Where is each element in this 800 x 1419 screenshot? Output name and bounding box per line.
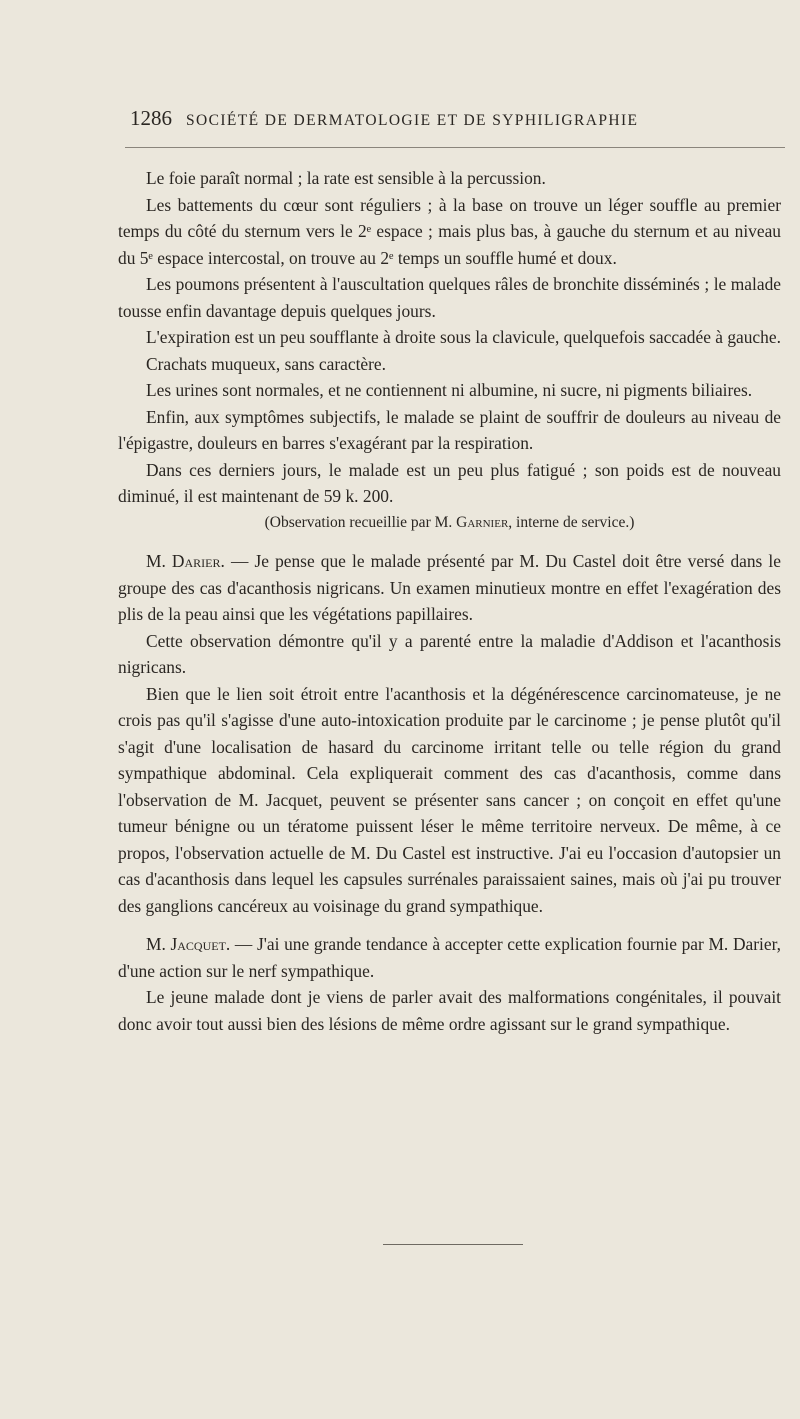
- observer-name: Garnier: [456, 513, 509, 531]
- paragraph: Les battements du cœur sont réguliers ; à la base on trouve un léger souffle au premier temps du côté du sternum vers le 2ᵉ espace ; mais plus bas, à gauche du sternum et au niveau du 5ᵉ espace intercostal, on trouve au 2ᵉ temps un souffle humé et doux.: [118, 194, 781, 268]
- paragraph: Les poumons présentent à l'auscultation quelques râles de bronchite disséminés ; le malade tousse enfin davantage depuis quelques jours.: [118, 274, 781, 321]
- paragraph: L'expiration est un peu soufflante à droite sous la clavicule, quelquefois saccadée à gauche.: [146, 327, 781, 347]
- darier-statement: M. Darier. — Je pense que le malade présenté par M. Du Castel doit être versé dans le groupe des cas d'acanthosis nigricans. Un examen minutieux montre en effet l'exagération des plis de la peau ainsi que les végétations papillaires.: [118, 551, 781, 624]
- paragraph: Le foie paraît normal ; la rate est sensible à la percussion.: [146, 168, 546, 188]
- running-title: SOCIÉTÉ DE DERMATOLOGIE ET DE SYPHILIGRAPHIE: [186, 112, 639, 129]
- paragraph: Bien que le lien soit étroit entre l'acanthosis et la dégénérescence carcinomateuse, je ne crois pas qu'il s'agisse d'une auto-intoxication produite par le carcinome ; je pense plutôt qu'il s'agit d'une localisation de hasard du carcinome irritant telle ou telle région du grand sympathique abdominal. Cela expliquerait comment des cas d'acanthosis, comme dans l'observation de M. Jacquet, peuvent se présenter sans cancer ; on conçoit en effet qu'une tumeur bénigne ou un tératome puissent léser le même territoire nerveux. De même, à ce propos, l'observation actuelle de M. Du Castel est instructive. J'ai eu l'occasion d'autopsier un cas d'acanthosis dans lequel les capsules surrénales paraissaient saines, mais où j'ai pu trouver des ganglions cancéreux au voisinage du grand sympathique.: [118, 683, 781, 916]
- page-number: 1286: [130, 106, 172, 130]
- running-header: [130, 106, 780, 131]
- observation-credit: (Observation recueillie par M. Garnier, interne de service.): [264, 513, 635, 531]
- paragraph: Les urines sont normales, et ne contiennent ni albumine, ni sucre, ni pigments biliaires.: [146, 380, 753, 400]
- section-end-rule: [383, 1244, 523, 1245]
- paragraph: Cette observation démontre qu'il y a parenté entre la maladie d'Addison et l'acanthosis nigricans.: [118, 630, 781, 677]
- header-rule: [125, 147, 785, 148]
- jacquet-statement: M. Jacquet. — J'ai une grande tendance à accepter cette explication fournie par M. Darier, d'une action sur le nerf sympathique.: [118, 934, 782, 981]
- paragraph: Enfin, aux symptômes subjectifs, le malade se plaint de souffrir de douleurs au niveau de l'épigastre, douleurs en barres s'exagérant par la respiration.: [118, 406, 781, 453]
- paragraph: Crachats muqueux, sans caractère.: [146, 353, 386, 374]
- speaker-name: M. Jacquet.: [146, 934, 231, 954]
- paragraph: Dans ces derniers jours, le malade est un peu plus fatigué ; son poids est de nouveau diminué, il est maintenant de 59 k. 200.: [118, 459, 781, 506]
- page-body: [118, 165, 781, 1037]
- speaker-name: M. Darier.: [146, 551, 225, 571]
- paragraph: Le jeune malade dont je viens de parler avait des malformations congénitales, il pouvait donc avoir tout aussi bien des lésions de même ordre agissant sur le grand sympathique.: [118, 987, 781, 1034]
